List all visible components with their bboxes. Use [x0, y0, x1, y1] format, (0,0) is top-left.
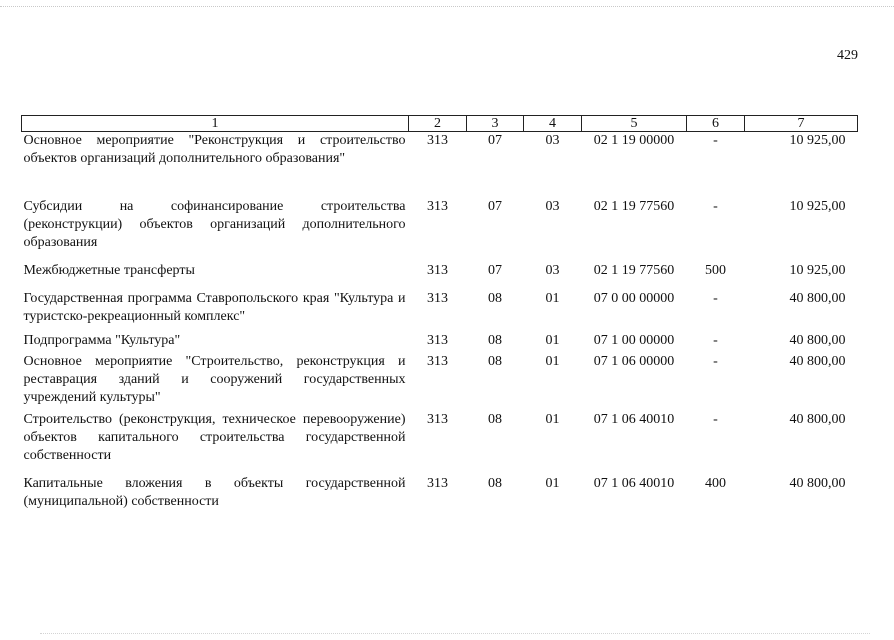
table-row — [22, 260, 858, 290]
row-amount: 10 925,00 — [789, 199, 846, 214]
row-amount: 40 800,00 — [789, 476, 846, 491]
row-amount: 40 800,00 — [789, 412, 846, 427]
row-code-target: 02 1 19 77560 — [593, 263, 675, 278]
table-row — [22, 198, 858, 260]
top-scan-edge — [0, 6, 894, 7]
table-row — [22, 290, 858, 332]
row-code-section: 07 — [488, 263, 502, 278]
row-code-subsection: 03 — [545, 133, 560, 148]
row-code-subsection: 01 — [545, 476, 560, 491]
header-col-4: 4 — [524, 116, 582, 132]
row-name: Основное мероприятие "Строительство, реконструкция и реставрация зданий и сооружений государственных учреждений культуры" — [23, 354, 406, 405]
row-code-subsection: 01 — [545, 354, 560, 369]
row-code-subsection: 01 — [545, 333, 560, 348]
row-code-section: 08 — [488, 333, 502, 348]
row-code-expense: - — [713, 133, 718, 148]
bottom-scan-edge — [40, 633, 870, 634]
row-name: Государственная программа Ставропольского края "Культура и туристско-рекреационный комплекс" — [23, 291, 406, 324]
row-code-ministry: 313 — [427, 412, 448, 427]
row-code-target: 02 1 19 77560 — [593, 199, 675, 214]
row-code-expense: - — [713, 291, 718, 306]
table-row — [22, 353, 858, 411]
row-code-target: 07 0 00 00000 — [593, 291, 675, 306]
row-code-section: 08 — [488, 354, 502, 369]
row-code-target: 07 1 00 00000 — [593, 333, 675, 348]
header-row — [22, 116, 858, 132]
page-number: 429 — [837, 48, 858, 63]
row-code-section: 08 — [488, 476, 502, 491]
table-row — [22, 475, 858, 515]
row-code-subsection: 01 — [545, 291, 560, 306]
row-code-ministry: 313 — [427, 133, 448, 148]
row-code-section: 08 — [488, 291, 502, 306]
header-col-3: 3 — [467, 116, 524, 132]
row-amount: 40 800,00 — [789, 291, 846, 306]
row-code-expense: - — [713, 333, 718, 348]
row-code-target: 07 1 06 40010 — [593, 412, 675, 427]
row-code-section: 08 — [488, 412, 502, 427]
table-row — [22, 332, 858, 353]
header-col-7: 7 — [745, 116, 858, 132]
row-code-subsection: 03 — [545, 199, 560, 214]
row-code-target: 07 1 06 40010 — [593, 476, 675, 491]
row-name: Основное мероприятие "Реконструкция и строительство объектов организаций дополнительного образования" — [23, 133, 406, 166]
row-code-section: 07 — [488, 133, 502, 148]
row-code-expense: 500 — [705, 263, 726, 278]
budget-table — [21, 115, 858, 515]
header-col-1: 1 — [22, 116, 409, 132]
row-name: Капитальные вложения в объекты государственной (муниципальной) собственности — [23, 476, 406, 509]
row-code-target: 02 1 19 00000 — [593, 133, 675, 148]
row-code-ministry: 313 — [427, 476, 448, 491]
row-name: Строительство (реконструкция, техническое перевооружение) объектов капитального строительства государственной собственности — [23, 412, 406, 463]
row-code-ministry: 313 — [427, 333, 448, 348]
row-amount: 40 800,00 — [789, 354, 846, 369]
header-col-2: 2 — [409, 116, 467, 132]
row-code-expense: - — [713, 199, 718, 214]
row-code-subsection: 01 — [545, 412, 560, 427]
row-code-ministry: 313 — [427, 354, 448, 369]
row-code-target: 07 1 06 00000 — [593, 354, 675, 369]
table-row — [22, 132, 858, 199]
row-amount: 40 800,00 — [789, 333, 846, 348]
header-col-5: 5 — [582, 116, 687, 132]
row-code-section: 07 — [488, 199, 502, 214]
row-code-expense: 400 — [705, 476, 726, 491]
row-code-expense: - — [713, 354, 718, 369]
table-row — [22, 411, 858, 475]
row-name: Субсидии на софинансирование строительства (реконструкции) объектов организаций дополнительного образования — [23, 199, 406, 250]
row-name: Межбюджетные трансферты — [23, 263, 195, 278]
row-name: Подпрограмма "Культура" — [23, 333, 181, 348]
row-code-ministry: 313 — [427, 291, 448, 306]
row-code-expense: - — [713, 412, 718, 427]
header-col-6: 6 — [687, 116, 745, 132]
row-code-subsection: 03 — [545, 263, 560, 278]
row-amount: 10 925,00 — [789, 263, 846, 278]
row-code-ministry: 313 — [427, 199, 448, 214]
row-code-ministry: 313 — [427, 263, 448, 278]
row-amount: 10 925,00 — [789, 133, 846, 148]
